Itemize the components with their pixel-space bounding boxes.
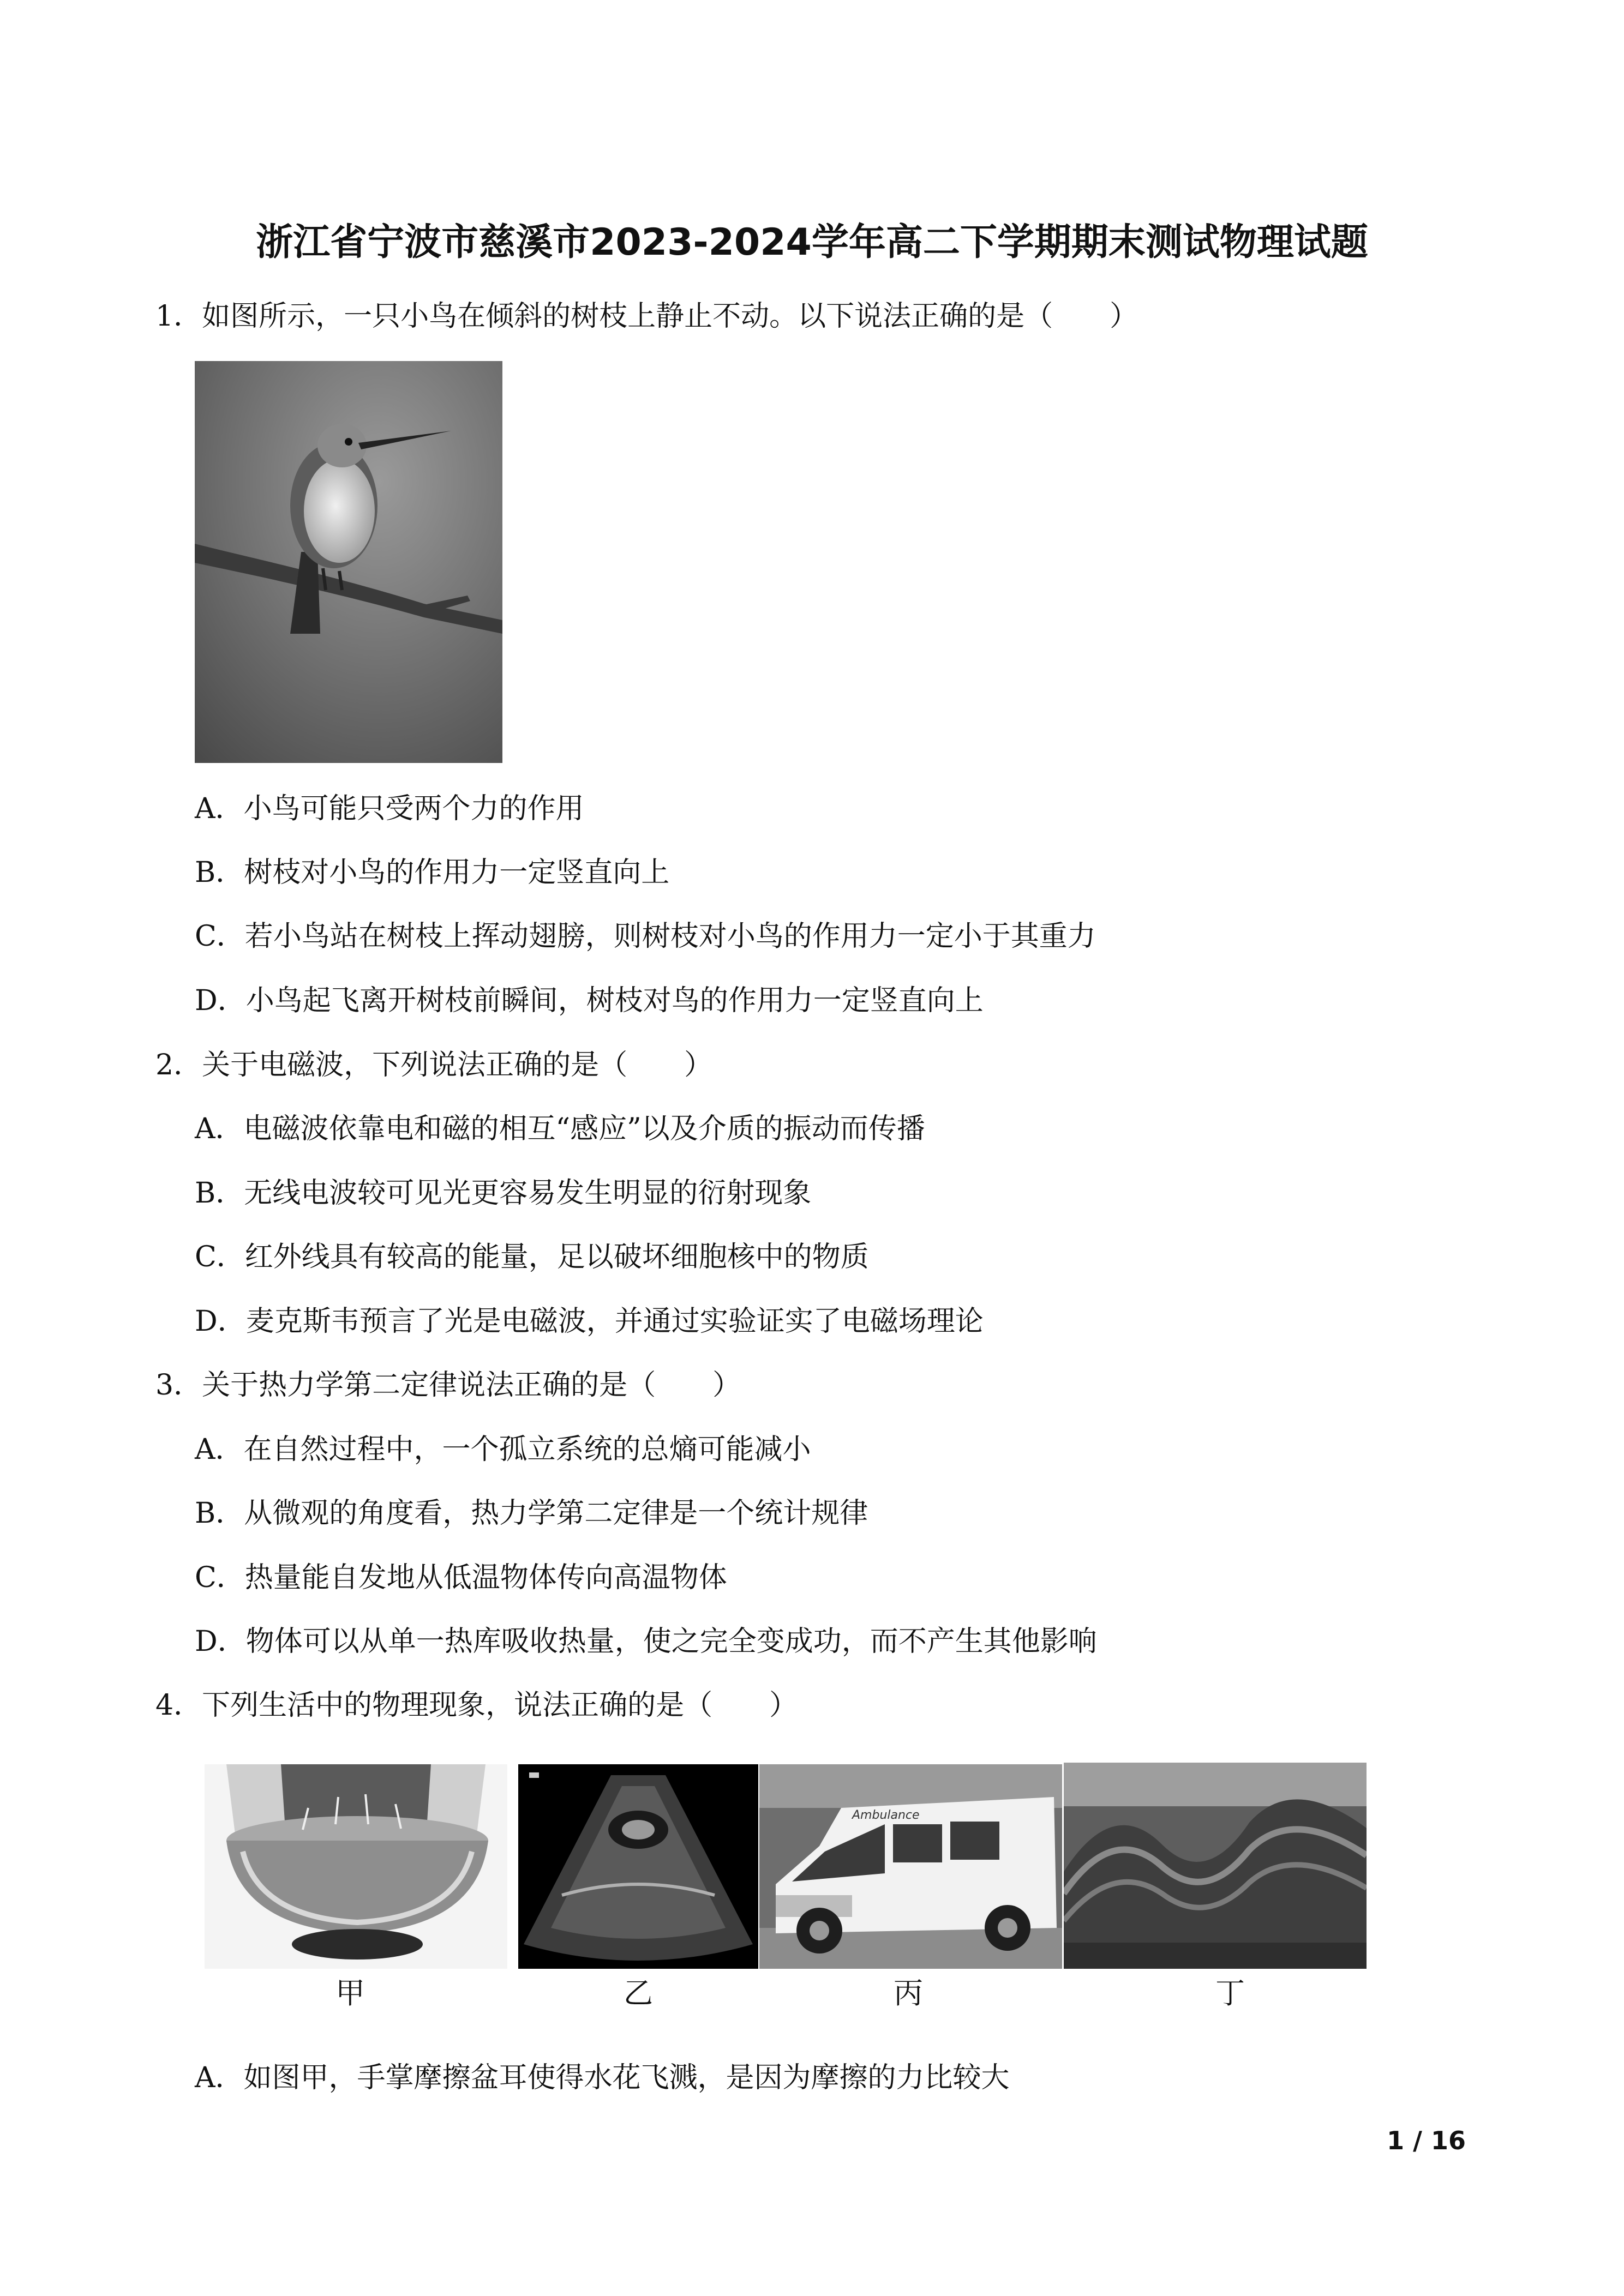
figure-caption-yi: 乙 [624, 1976, 653, 2010]
bird-on-branch-photo [195, 361, 502, 763]
q2-option-c: C．红外线具有较高的能量，足以破坏细胞核中的物质 [195, 1241, 869, 1273]
q1-option-a: A．小鸟可能只受两个力的作用 [195, 792, 584, 825]
document-title: 浙江省宁波市慈溪市2023-2024学年高二下学期期末测试物理试题 [256, 221, 1368, 264]
q3-option-c: C．热量能自发地从低温物体传向高温物体 [195, 1561, 727, 1594]
q3-option-a: A．在自然过程中，一个孤立系统的总熵可能减小 [195, 1433, 811, 1466]
ambulance-label: Ambulance [852, 1808, 920, 1822]
figure-caption-ding: 丁 [1215, 1976, 1245, 2010]
q1-option-b: B．树枝对小鸟的作用力一定竖直向上 [195, 856, 670, 889]
question-4-stem: 4．下列生活中的物理现象，说法正确的是（ ） [155, 1689, 798, 1722]
basin-water-photo [205, 1764, 507, 1969]
q1-option-c: C．若小鸟站在树枝上挥动翅膀，则树枝对小鸟的作用力一定小于其重力 [195, 920, 1096, 953]
q2-option-d: D．麦克斯韦预言了光是电磁波，并通过实验证实了电磁场理论 [195, 1305, 984, 1338]
figure-caption-bing: 丙 [894, 1976, 923, 2010]
crowd-wave-photo [1064, 1763, 1367, 1969]
ultrasound-photo [518, 1764, 758, 1969]
q3-option-b: B．从微观的角度看，热力学第二定律是一个统计规律 [195, 1497, 868, 1530]
question-2-stem: 2．关于电磁波，下列说法正确的是（ ） [155, 1049, 713, 1081]
q2-option-a: A．电磁波依靠电和磁的相互“感应”以及介质的振动而传播 [195, 1113, 925, 1145]
q4-option-a: A．如图甲，手掌摩擦盆耳使得水花飞溅，是因为摩擦的力比较大 [195, 2061, 1010, 2094]
ambulance-photo [759, 1764, 1062, 1969]
q3-option-d: D．物体可以从单一热库吸收热量，使之完全变成功，而不产生其他影响 [195, 1625, 1097, 1658]
figure-caption-jia: 甲 [335, 1976, 365, 2010]
q2-option-b: B．无线电波较可见光更容易发生明显的衍射现象 [195, 1177, 812, 1210]
q1-option-d: D．小鸟起飞离开树枝前瞬间，树枝对鸟的作用力一定竖直向上 [195, 984, 984, 1017]
page-number: 1 / 16 [1387, 2126, 1466, 2155]
question-1-stem: 1．如图所示，一只小鸟在倾斜的树枝上静止不动。以下说法正确的是（ ） [155, 300, 1138, 333]
question-3-stem: 3．关于热力学第二定律说法正确的是（ ） [155, 1369, 741, 1402]
